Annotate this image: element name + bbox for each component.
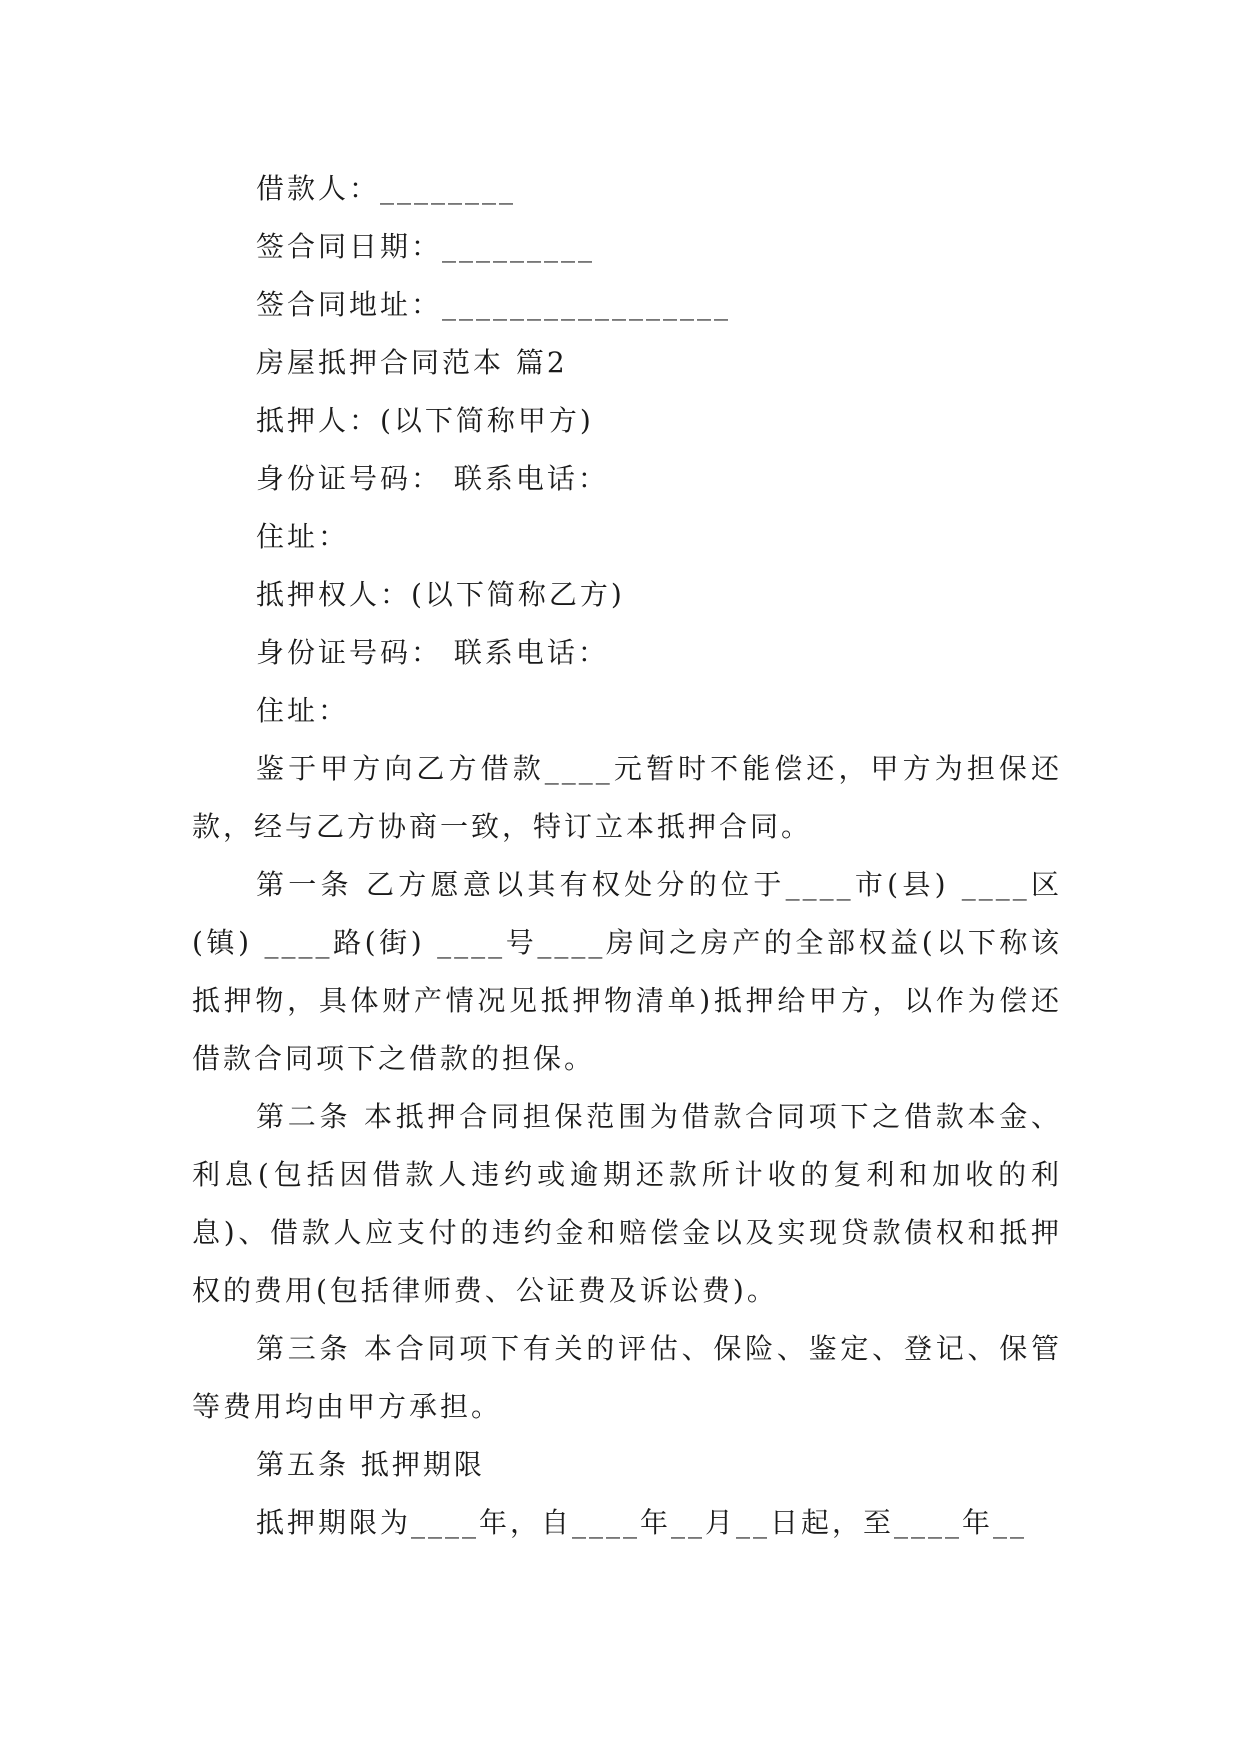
borrower-line: 借款人：________ bbox=[256, 172, 517, 205]
sign-date-line: 签合同日期：_________ bbox=[256, 230, 596, 263]
article-3-paragraph: 第三条 本合同项下有关的评估、保险、鉴定、登记、保管等费用均由甲方承担。 bbox=[192, 1332, 1062, 1423]
article-2-paragraph: 第二条 本抵押合同担保范围为借款合同项下之借款本金、利息(包括因借款人违约或逾期还款所计收的复利和加收的利息)、借款人应支付的违约金和赔偿金以及实现贷款债权和抵押权的费用(包括律师费、公证费及诉讼费)。 bbox=[192, 1100, 1062, 1307]
article-5-title: 第五条 抵押期限 bbox=[256, 1448, 485, 1481]
mortgagor-line: 抵押人：(以下简称甲方) bbox=[256, 404, 594, 437]
section-title: 房屋抵押合同范本 篇2 bbox=[256, 346, 568, 379]
mortgagee-id-phone-line: 身份证号码： 联系电话： bbox=[256, 636, 609, 669]
sign-address-line: 签合同地址：_________________ bbox=[256, 288, 732, 321]
preamble-paragraph: 鉴于甲方向乙方借款____元暂时不能偿还，甲方为担保还款，经与乙方协商一致，特订立本抵押合同。 bbox=[192, 752, 1062, 843]
mortgagee-line: 抵押权人：(以下简称乙方) bbox=[256, 578, 625, 611]
mortgagor-address-line: 住址： bbox=[256, 520, 350, 553]
mortgagee-address-line: 住址： bbox=[256, 694, 350, 727]
article-1-paragraph: 第一条 乙方愿意以其有权处分的位于____市(县) ____区(镇) ____路(街) ____号____房间之房产的全部权益(以下称该抵押物，具体财产情况见抵押物清单)抵押给甲方，以作为偿还借款合同项下之借款的担保。 bbox=[192, 868, 1062, 1075]
article-5-text: 抵押期限为____年，自____年__月__日起，至____年__ bbox=[256, 1506, 1028, 1539]
mortgagor-id-phone-line: 身份证号码： 联系电话： bbox=[256, 462, 609, 495]
document-body bbox=[192, 160, 1062, 1552]
